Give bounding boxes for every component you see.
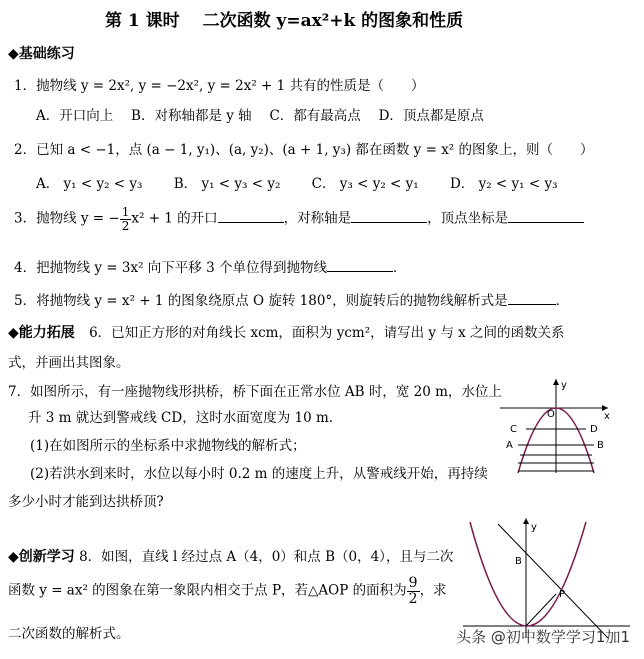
fig7-label-a: A: [506, 440, 513, 451]
bridge-figure: [500, 375, 612, 475]
q3-blank-open[interactable]: [218, 222, 284, 223]
q4-blank[interactable]: [327, 271, 393, 272]
page-title: 第 1 课时 二次函数 y=ax²+k 的图象和性质: [105, 11, 464, 31]
q6-line: [8, 321, 565, 342]
q6-text2: 式，并画出其图象。: [8, 355, 130, 371]
q7-line3: (1)在如图所示的坐标系中求抛物线的解析式；: [30, 438, 306, 454]
q6-text: 6．已知正方形的对角线长 xcm，面积为 ycm²，请写出 y 与 x 之间的函数关系: [89, 325, 565, 341]
fig7-label-b: B: [597, 440, 604, 451]
q3-line: [14, 206, 584, 232]
q3-blank-axis[interactable]: [351, 222, 427, 223]
q3-prefix: 3．抛物线 y = −: [14, 210, 120, 227]
q8-fraction: $\frac{9}{2}$: [408, 575, 418, 607]
q8-line2-row: [8, 576, 447, 606]
q5-blank[interactable]: [508, 304, 556, 305]
q1-options: A．开口向上 B．对称轴都是 y 轴 C．都有最高点 D．顶点都是原点: [36, 108, 484, 124]
q3-mid: x² + 1 的开口: [131, 210, 218, 227]
q3-axis: ，对称轴是: [283, 210, 352, 227]
q1-text: 1．抛物线 y = 2x², y = −2x², y = 2x² + 1 共有的性质是（ ）: [14, 78, 425, 94]
q2-text: 2．已知 a < −1，点 (a − 1, y₁)、(a, y₂)、(a + 1, y₃) 都在函数 y = x² 的图象上，则（ ）: [14, 142, 594, 158]
q4-text: 4．把抛物线 y = 3x² 向下平移 3 个单位得到抛物线: [14, 260, 327, 276]
q5-text: 5．将抛物线 y = x² + 1 的图象绕原点 O 旋转 180°，则旋转后的抛物线解析式是: [14, 293, 508, 309]
q8-line3: 二次函数的解析式。: [8, 626, 130, 642]
fig7-label-y: y: [561, 380, 567, 391]
fig7-label-c: C: [510, 424, 517, 435]
fig8-label-b: B: [515, 556, 522, 567]
q3-fraction: $\frac{1}{2}$: [121, 205, 130, 233]
y-arrow-icon: [523, 518, 529, 524]
q8-line1-row: [8, 545, 453, 566]
q7-line1: 7．如图所示，有一座抛物线形拱桥，桥下面在正常水位 AB 时，宽 20 m，水位上: [8, 384, 502, 400]
section-basic: ◆基础练习: [8, 46, 75, 62]
q3-vertex: ，顶点坐标是: [427, 210, 509, 227]
fig8-label-y: y: [531, 522, 537, 533]
section-ability: ◆能力拓展: [8, 325, 75, 341]
q7-line5: 多少小时才能到达拱桥顶?: [8, 494, 164, 510]
section-innovation: ◆创新学习: [8, 549, 75, 565]
fig7-label-o: O: [547, 409, 555, 420]
fig7-label-d: D: [590, 424, 598, 435]
q2-options: A． y₁ < y₂ < y₃ B． y₁ < y₃ < y₂ C． y₃ < y₂ < y₁ D． y₂ < y₁ < y₃: [36, 176, 558, 192]
q8-line1: 8．如图，直线 l 经过点 A（4，0）和点 B（0，4），且与二次: [79, 549, 454, 565]
q5-line: 5．将抛物线 y = x² + 1 的图象绕原点 O 旋转 180°，则旋转后的抛物线解析式是 ．: [14, 293, 570, 309]
y-arrow-icon: [553, 379, 559, 385]
parabola-line-figure: [458, 512, 633, 640]
watermark: 头条 @初中数学学习1加1: [456, 628, 630, 646]
parabola: [470, 522, 586, 626]
fig8-label-p: P: [559, 589, 566, 600]
q7-line4: (2)若洪水到来时，水位以每小时 0.2 m 的速度上升，从警戒线开始，再持续: [30, 466, 488, 482]
q7-line2: 升 3 m 就达到警戒线 CD，这时水面宽度为 10 m．: [28, 410, 343, 426]
q8-line2b: ，求: [419, 582, 447, 599]
segment-op: [526, 594, 556, 626]
q4-line: 4．把抛物线 y = 3x² 向下平移 3 个单位得到抛物线 ．: [14, 260, 407, 276]
q3-blank-vertex[interactable]: [508, 222, 584, 223]
q8-line2a: 函数 y = ax² 的图象在第一象限内相交于点 P，若△AOP 的面积为: [8, 582, 407, 599]
fig7-label-x: x: [604, 411, 610, 422]
